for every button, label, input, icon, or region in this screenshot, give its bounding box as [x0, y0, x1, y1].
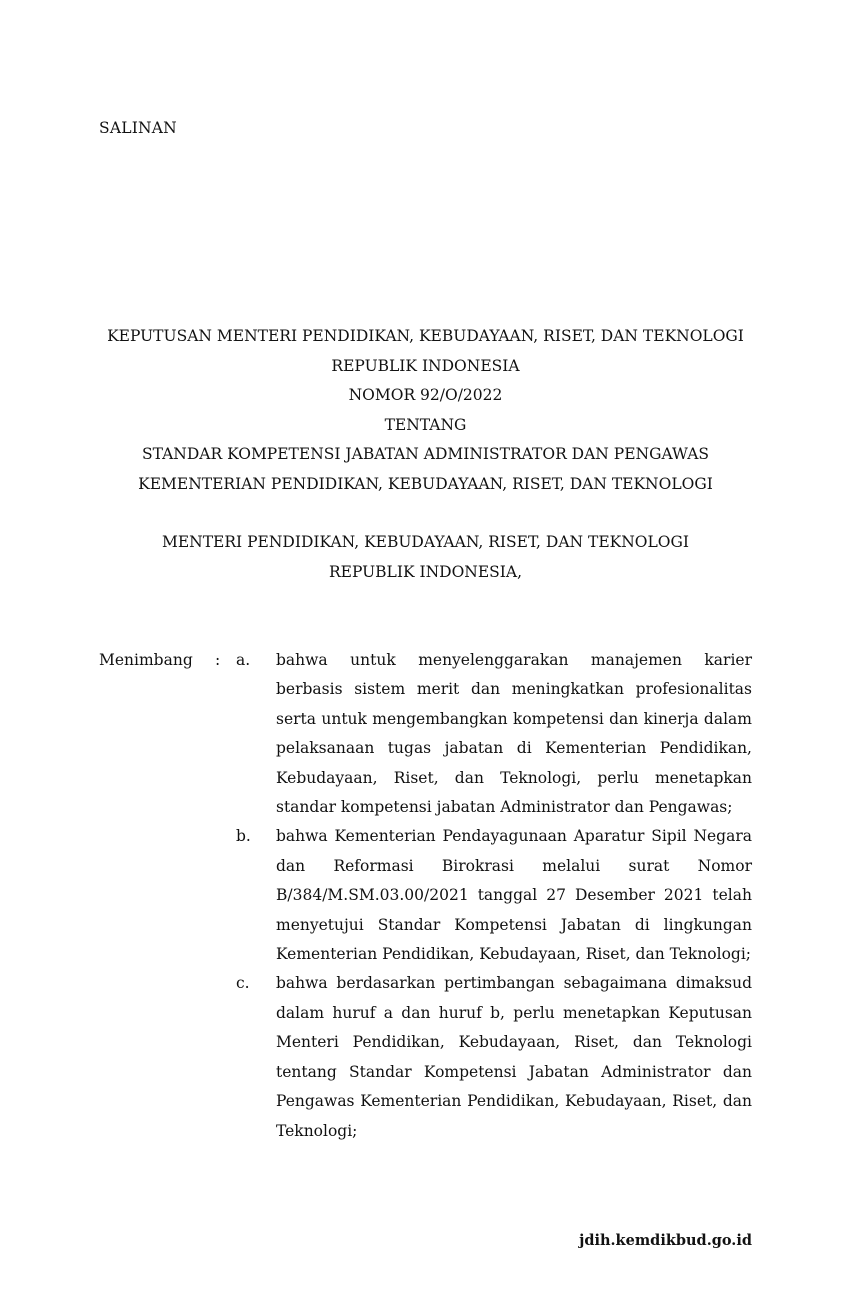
considering-label: Menimbang [99, 651, 193, 669]
item-text: bahwa berdasarkan pertimbangan sebagaimana dimaksud dalam huruf a dan huruf b, perlu menetapkan Keputusan Menteri Pendidikan, Kebudayaan, Riset, dan Teknologi tentang Standar Kompetensi Jabatan Administrator dan Pengawas Kementerian Pendidikan, Kebudayaan, Riset, dan Teknologi; [276, 974, 752, 1140]
item-letter: b. [236, 827, 251, 846]
minister-line: MENTERI PENDIDIKAN, KEBUDAYAAN, RISET, DAN TEKNOLOGI [161, 533, 690, 551]
considering-item-a [236, 646, 752, 822]
considering-colon: : [215, 651, 221, 669]
heading-line: STANDAR KOMPETENSI JABATAN ADMINISTRATOR DAN PENGAWAS [141, 445, 710, 464]
considering-items [236, 646, 752, 1146]
item-text: bahwa untuk menyelenggarakan manajemen karier berbasis sistem merit dan meningkatkan profesionalitas serta untuk mengembangkan kompetensi dan kinerja dalam pelaksanaan tugas jabatan di Kementerian Pendidikan, Kebudayaan, Riset, dan Teknologi, perlu menetapkan standar kompetensi jabatan Administrator dan Pengawas; [276, 651, 752, 817]
heading-line: REPUBLIK INDONESIA [331, 356, 520, 375]
heading-line: KEPUTUSAN MENTERI PENDIDIKAN, KEBUDAYAAN, RISET, DAN TEKNOLOGI [107, 327, 744, 345]
footer-source-link[interactable]: jdih.kemdikbud.go.id [579, 1232, 752, 1249]
item-letter: a. [236, 651, 251, 669]
heading-line: NOMOR 92/O/2022 [348, 386, 503, 405]
decree-heading [99, 322, 752, 500]
minister-line: REPUBLIK INDONESIA, [328, 562, 523, 581]
item-letter: c. [236, 974, 250, 993]
item-text: bahwa Kementerian Pendayagunaan Aparatur Sipil Negara dan Reformasi Birokrasi melalui surat Nomor B/384/M.SM.03.00/2021 tanggal 27 Desember 2021 telah menyetujui Standar Kompetensi Jabatan di lingkungan Kementerian Pendidikan, Kebudayaan, Riset, dan Teknologi; [276, 827, 752, 964]
considering-item-b [236, 822, 752, 969]
minister-title [99, 528, 752, 587]
heading-line: KEMENTERIAN PENDIDIKAN, KEBUDAYAAN, RISET, DAN TEKNOLOGI [138, 474, 713, 493]
heading-line: TENTANG [384, 415, 467, 434]
copy-stamp: SALINAN [99, 119, 177, 137]
considering-item-c [236, 969, 752, 1145]
